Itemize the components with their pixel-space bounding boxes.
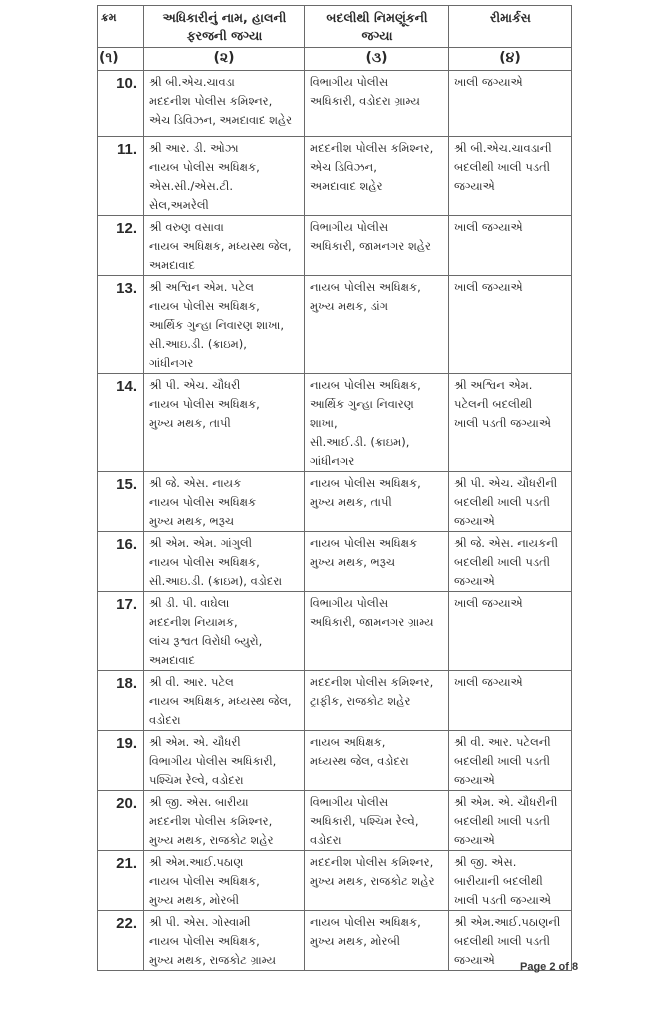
- posting-cell: [305, 216, 449, 276]
- table-row: [98, 851, 572, 911]
- posting-line: નાયબ પોલીસ અધિક્ષક,: [310, 378, 421, 392]
- header-row: [98, 6, 572, 48]
- column-number-row: [98, 48, 572, 71]
- remarks-line: ખાલી પડતી જગ્યાએ: [454, 893, 552, 907]
- remarks-line: જગ્યાએ: [454, 514, 495, 528]
- serial-number: 14.: [98, 374, 144, 472]
- column-number-1: (૧): [98, 48, 144, 71]
- remarks-line: બારીયાની બદલીથી: [454, 874, 543, 888]
- posting-line: નાયબ પોલીસ અધિક્ષક,: [310, 476, 421, 490]
- officer-cell: [144, 532, 305, 592]
- table-row: [98, 791, 572, 851]
- posting-line: વિભાગીય પોલીસ: [310, 795, 389, 809]
- posting-line: મુખ્ય મથક, ભરૂચ: [310, 555, 396, 569]
- officer-line: નાયબ પોલીસ અધિક્ષક,: [149, 299, 260, 313]
- posting-cell: [305, 71, 449, 137]
- officer-line: શ્રી એમ.આઈ.પઠાણ: [149, 855, 244, 869]
- officer-line: શ્રી બી.એચ.ચાવડા: [149, 75, 235, 89]
- remarks-line: શ્રી એમ. એ. ચૌધરીની: [454, 795, 558, 809]
- table-row: [98, 71, 572, 137]
- table-row: [98, 592, 572, 671]
- remarks-cell: [449, 472, 572, 532]
- remarks-line: ખાલી જગ્યાએ: [454, 220, 523, 234]
- officer-line: એસ.સી./એસ.ટી.: [149, 179, 233, 193]
- serial-number: 13.: [98, 276, 144, 374]
- officer-cell: [144, 731, 305, 791]
- remarks-line: શ્રી એમ.આઈ.પઠાણની: [454, 915, 561, 929]
- remarks-line: બદલીથી ખાલી પડતી: [454, 160, 551, 174]
- posting-line: અધિકારી, પશ્ચિમ રેલ્વે,: [310, 814, 419, 828]
- remarks-line: બદલીથી ખાલી પડતી: [454, 555, 551, 569]
- officer-line: સેલ,અમરેલી: [149, 198, 209, 212]
- remarks-cell: [449, 276, 572, 374]
- remarks-line: બદલીથી ખાલી પડતી: [454, 814, 551, 828]
- officer-line: એચ ડિવિઝન, અમદાવાદ શહેર: [149, 113, 293, 127]
- officer-line: શ્રી પી. એસ. ગોસ્વામી: [149, 915, 251, 929]
- remarks-line: શ્રી અશ્વિન એમ.: [454, 378, 533, 392]
- remarks-line: ખાલી જગ્યાએ: [454, 75, 523, 89]
- transfer-table: [97, 5, 572, 971]
- posting-line: વડોદરા: [310, 833, 342, 847]
- officer-line: શ્રી વી. આર. પટેલ: [149, 675, 234, 689]
- remarks-line: બદલીથી ખાલી પડતી: [454, 934, 551, 948]
- serial-number: 15.: [98, 472, 144, 532]
- officer-line: શ્રી પી. એચ. ચૌધરી: [149, 378, 241, 392]
- posting-line: આર્થિક ગુન્હા નિવારણ: [310, 397, 414, 411]
- table-row: [98, 731, 572, 791]
- posting-cell: [305, 911, 449, 971]
- remarks-cell: [449, 216, 572, 276]
- posting-cell: [305, 472, 449, 532]
- serial-number: 22.: [98, 911, 144, 971]
- remarks-line: જગ્યાએ: [454, 773, 495, 787]
- posting-line: અધિકારી, જામનગર ગ્રામ્ય: [310, 615, 434, 629]
- column-number-4: (૪): [449, 48, 572, 71]
- remarks-line: શ્રી વી. આર. પટેલની: [454, 735, 551, 749]
- remarks-cell: [449, 137, 572, 216]
- remarks-cell: [449, 592, 572, 671]
- posting-line: મુખ્ય મથક, રાજકોટ શહેર: [310, 874, 435, 888]
- officer-cell: [144, 374, 305, 472]
- remarks-line: ખાલી પડતી જગ્યાએ: [454, 416, 552, 430]
- remarks-line: ખાલી જગ્યાએ: [454, 280, 523, 294]
- remarks-line: બદલીથી ખાલી પડતી: [454, 495, 551, 509]
- officer-line: શ્રી જે. એસ. નાયક: [149, 476, 242, 490]
- remarks-line: શ્રી બી.એચ.ચાવડાની: [454, 141, 552, 155]
- officer-line: સી.આઇ.ડી. (ક્રાઇમ),: [149, 337, 247, 351]
- officer-line: સી.આઇ.ડી. (ક્રાઇમ), વડોદરા: [149, 574, 283, 588]
- officer-cell: [144, 592, 305, 671]
- posting-line: મુખ્ય મથક, ડાંગ: [310, 299, 389, 313]
- posting-cell: [305, 532, 449, 592]
- remarks-cell: [449, 374, 572, 472]
- officer-line: મુખ્ય મથક, રાજકોટ શહેર: [149, 833, 274, 847]
- officer-line: લાંચ રૂશ્વત વિરોધી બ્યુરો,: [149, 634, 263, 648]
- table-row: [98, 216, 572, 276]
- table-row: [98, 532, 572, 592]
- officer-line: અમદાવાદ: [149, 653, 195, 667]
- serial-number: 18.: [98, 671, 144, 731]
- posting-cell: [305, 671, 449, 731]
- posting-line: અધિકારી, જામનગર શહેર: [310, 239, 431, 253]
- header-posting: બદલીથી નિમણૂંકની જગ્યા: [305, 6, 449, 48]
- remarks-line: શ્રી જે. એસ. નાયકની: [454, 536, 559, 550]
- officer-cell: [144, 851, 305, 911]
- remarks-line: શ્રી પી. એચ. ચૌધરીની: [454, 476, 558, 490]
- remarks-line: બદલીથી ખાલી પડતી: [454, 754, 551, 768]
- table-row: [98, 472, 572, 532]
- officer-line: નાયબ પોલીસ અધિક્ષક,: [149, 934, 260, 948]
- officer-line: ગાંધીનગર: [149, 356, 194, 370]
- officer-line: અમદાવાદ: [149, 258, 195, 272]
- posting-line: વિભાગીય પોલીસ: [310, 220, 389, 234]
- officer-line: શ્રી ડી. પી. વાઘેલા: [149, 596, 230, 610]
- posting-line: નાયબ પોલીસ અધિક્ષક,: [310, 280, 421, 294]
- officer-cell: [144, 791, 305, 851]
- serial-number: 10.: [98, 71, 144, 137]
- table-row: [98, 911, 572, 971]
- remarks-line: જગ્યાએ: [454, 953, 495, 967]
- serial-number: 20.: [98, 791, 144, 851]
- officer-line: નાયબ પોલીસ અધિક્ષક,: [149, 555, 260, 569]
- remarks-line: શ્રી જી. એસ.: [454, 855, 517, 869]
- officer-line: વડોદરા: [149, 713, 181, 727]
- posting-line: સી.આઈ.ડી. (ક્રાઇમ),: [310, 435, 410, 449]
- officer-line: મુખ્ય મથક, મોરબી: [149, 893, 240, 907]
- officer-cell: [144, 472, 305, 532]
- officer-line: મદદનીશ પોલીસ કમિશ્નર,: [149, 814, 273, 828]
- table-row: [98, 137, 572, 216]
- posting-line: મદદનીશ પોલીસ કમિશ્નર,: [310, 855, 434, 869]
- officer-cell: [144, 216, 305, 276]
- posting-line: મદદનીશ પોલીસ કમિશ્નર,: [310, 141, 434, 155]
- posting-line: ટ્રાફીક, રાજકોટ શહેર: [310, 694, 411, 708]
- header-serial: ક્રમ: [98, 6, 144, 48]
- serial-number: 12.: [98, 216, 144, 276]
- posting-line: મુખ્ય મથક, તાપી: [310, 495, 392, 509]
- posting-line: શાખા,: [310, 416, 338, 430]
- officer-line: શ્રી અશ્વિન એમ. પટેલ: [149, 280, 254, 294]
- remarks-line: જગ્યાએ: [454, 833, 495, 847]
- serial-number: 21.: [98, 851, 144, 911]
- officer-line: નાયબ અધિક્ષક, મધ્યસ્થ જેલ,: [149, 239, 292, 253]
- header-officer: અધિકારીનું નામ, હાલની ફરજની જગ્યા: [144, 6, 305, 48]
- officer-cell: [144, 137, 305, 216]
- officer-line: પશ્ચિમ રેલ્વે, વડોદરા: [149, 773, 244, 787]
- remarks-cell: [449, 791, 572, 851]
- officer-line: શ્રી આર. ડી. ઓઝા: [149, 141, 239, 155]
- officer-line: આર્થિક ગુન્હા નિવારણ શાખા,: [149, 318, 285, 332]
- officer-cell: [144, 911, 305, 971]
- officer-cell: [144, 276, 305, 374]
- remarks-line: ખાલી જગ્યાએ: [454, 675, 523, 689]
- officer-line: મુખ્ય મથક, ભરૂચ: [149, 514, 235, 528]
- posting-line: ગાંધીનગર: [310, 454, 355, 468]
- officer-line: મદદનીશ પોલીસ કમિશ્નર,: [149, 94, 273, 108]
- posting-line: એચ ડિવિઝન,: [310, 160, 377, 174]
- page-number: Page 2 of 8: [520, 961, 579, 973]
- remarks-line: પટેલની બદલીથી: [454, 397, 533, 411]
- serial-number: 16.: [98, 532, 144, 592]
- posting-line: વિભાગીય પોલીસ: [310, 75, 389, 89]
- posting-cell: [305, 851, 449, 911]
- posting-line: અમદાવાદ શહેર: [310, 179, 383, 193]
- table-row: [98, 276, 572, 374]
- officer-line: મુખ્ય મથક, રાજકોટ ગ્રામ્ય: [149, 953, 277, 967]
- officer-cell: [144, 671, 305, 731]
- posting-line: મદદનીશ પોલીસ કમિશ્નર,: [310, 675, 434, 689]
- officer-line: નાયબ પોલીસ અધિક્ષક: [149, 495, 257, 509]
- posting-cell: [305, 791, 449, 851]
- posting-cell: [305, 592, 449, 671]
- posting-line: નાયબ પોલીસ અધિક્ષક,: [310, 915, 421, 929]
- column-number-2: (૨): [144, 48, 305, 71]
- officer-line: શ્રી વરુણ વસાવા: [149, 220, 224, 234]
- remarks-line: જગ્યાએ: [454, 179, 495, 193]
- officer-cell: [144, 71, 305, 137]
- posting-line: નાયબ પોલીસ અધિક્ષક: [310, 536, 418, 550]
- officer-line: શ્રી જી. એસ. બારીયા: [149, 795, 249, 809]
- officer-line: મદદનીશ નિયામક,: [149, 615, 238, 629]
- table-body: [98, 71, 572, 971]
- serial-number: 11.: [98, 137, 144, 216]
- remarks-cell: [449, 851, 572, 911]
- officer-line: નાયબ પોલીસ અધિક્ષક,: [149, 160, 260, 174]
- remarks-cell: [449, 731, 572, 791]
- remarks-line: ખાલી જગ્યાએ: [454, 596, 523, 610]
- posting-line: નાયબ અધિક્ષક,: [310, 735, 386, 749]
- serial-number: 17.: [98, 592, 144, 671]
- column-number-3: (૩): [305, 48, 449, 71]
- officer-line: શ્રી એમ. એમ. ગાંગુલી: [149, 536, 253, 550]
- posting-cell: [305, 374, 449, 472]
- posting-line: મધ્યસ્થ જેલ, વડોદરા: [310, 754, 409, 768]
- table-row: [98, 374, 572, 472]
- officer-line: મુખ્ય મથક, તાપી: [149, 416, 231, 430]
- remarks-cell: [449, 532, 572, 592]
- posting-line: મુખ્ય મથક, મોરબી: [310, 934, 401, 948]
- posting-line: વિભાગીય પોલીસ: [310, 596, 389, 610]
- table-row: [98, 671, 572, 731]
- posting-cell: [305, 276, 449, 374]
- officer-line: નાયબ પોલીસ અધિક્ષક,: [149, 397, 260, 411]
- officer-line: શ્રી એમ. એ. ચૌધરી: [149, 735, 241, 749]
- posting-cell: [305, 137, 449, 216]
- posting-cell: [305, 731, 449, 791]
- header-remarks: રીમાર્કસ: [449, 6, 572, 48]
- posting-line: અધિકારી, વડોદરા ગ્રામ્ય: [310, 94, 420, 108]
- officer-line: વિભાગીય પોલીસ અધિકારી,: [149, 754, 277, 768]
- remarks-cell: [449, 671, 572, 731]
- remarks-line: જગ્યાએ: [454, 574, 495, 588]
- officer-line: નાયબ પોલીસ અધિક્ષક,: [149, 874, 260, 888]
- serial-number: 19.: [98, 731, 144, 791]
- remarks-cell: [449, 71, 572, 137]
- officer-line: નાયબ અધિક્ષક, મધ્યસ્થ જેલ,: [149, 694, 292, 708]
